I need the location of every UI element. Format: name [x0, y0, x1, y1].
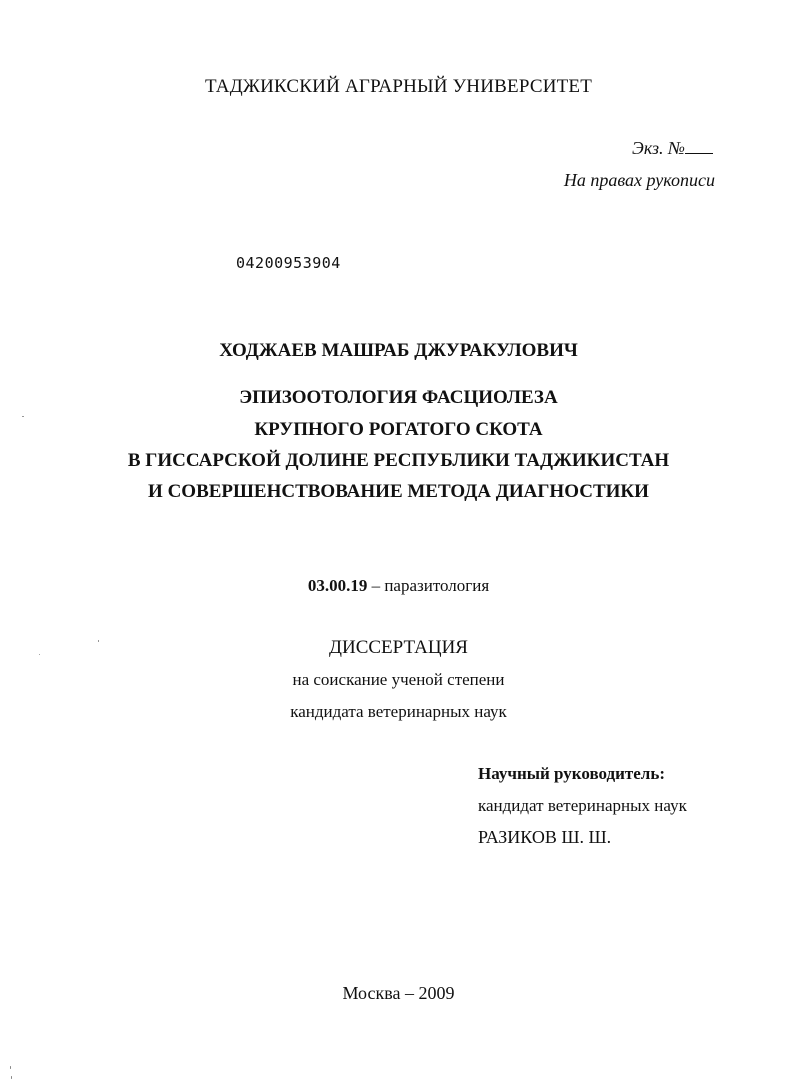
title-line-3: В ГИССАРСКОЙ ДОЛИНЕ РЕСПУБЛИКИ ТАДЖИКИСТАН [127, 450, 670, 471]
scan-speck [39, 654, 40, 655]
supervisor-label: Научный руководитель: [478, 764, 665, 783]
supervisor-degree: кандидат ветеринарных наук [478, 796, 687, 815]
manuscript-rights: На правах рукописи [563, 170, 715, 190]
title-line-4: И СОВЕРШЕНСТВОВАНИЕ МЕТОДА ДИАГНОСТИКИ [148, 481, 649, 502]
specialty-name: паразитология [384, 576, 490, 595]
catalog-code: 04200953904 [236, 254, 341, 272]
scan-speck [11, 1076, 12, 1079]
document-type: ДИССЕРТАЦИЯ [329, 637, 468, 658]
scan-speck [98, 640, 99, 642]
title-line-2: КРУПНОГО РОГАТОГО СКОТА [254, 419, 543, 440]
specialty-code: 03.00.19 [307, 576, 368, 595]
city-year: Москва – 2009 [342, 983, 455, 1003]
author-name: ХОДЖАЕВ МАШРАБ ДЖУРАКУЛОВИЧ [219, 340, 578, 361]
scan-speck [22, 416, 24, 417]
degree-line-2: кандидата ветеринарных наук [290, 702, 507, 721]
copy-number-blank [685, 139, 713, 154]
supervisor-name: РАЗИКОВ Ш. Ш. [478, 827, 612, 847]
copy-number-label: Экз. № [632, 138, 685, 158]
university-name: ТАДЖИКСКИЙ АГРАРНЫЙ УНИВЕРСИТЕТ [204, 76, 593, 97]
scan-speck [10, 1066, 11, 1069]
specialty [0, 576, 797, 596]
title-line-1: ЭПИЗООТОЛОГИЯ ФАСЦИОЛЕЗА [239, 387, 558, 408]
specialty-separator: – [367, 576, 385, 595]
degree-line-1: на соискание ученой степени [292, 670, 505, 689]
copy-number [632, 138, 713, 159]
